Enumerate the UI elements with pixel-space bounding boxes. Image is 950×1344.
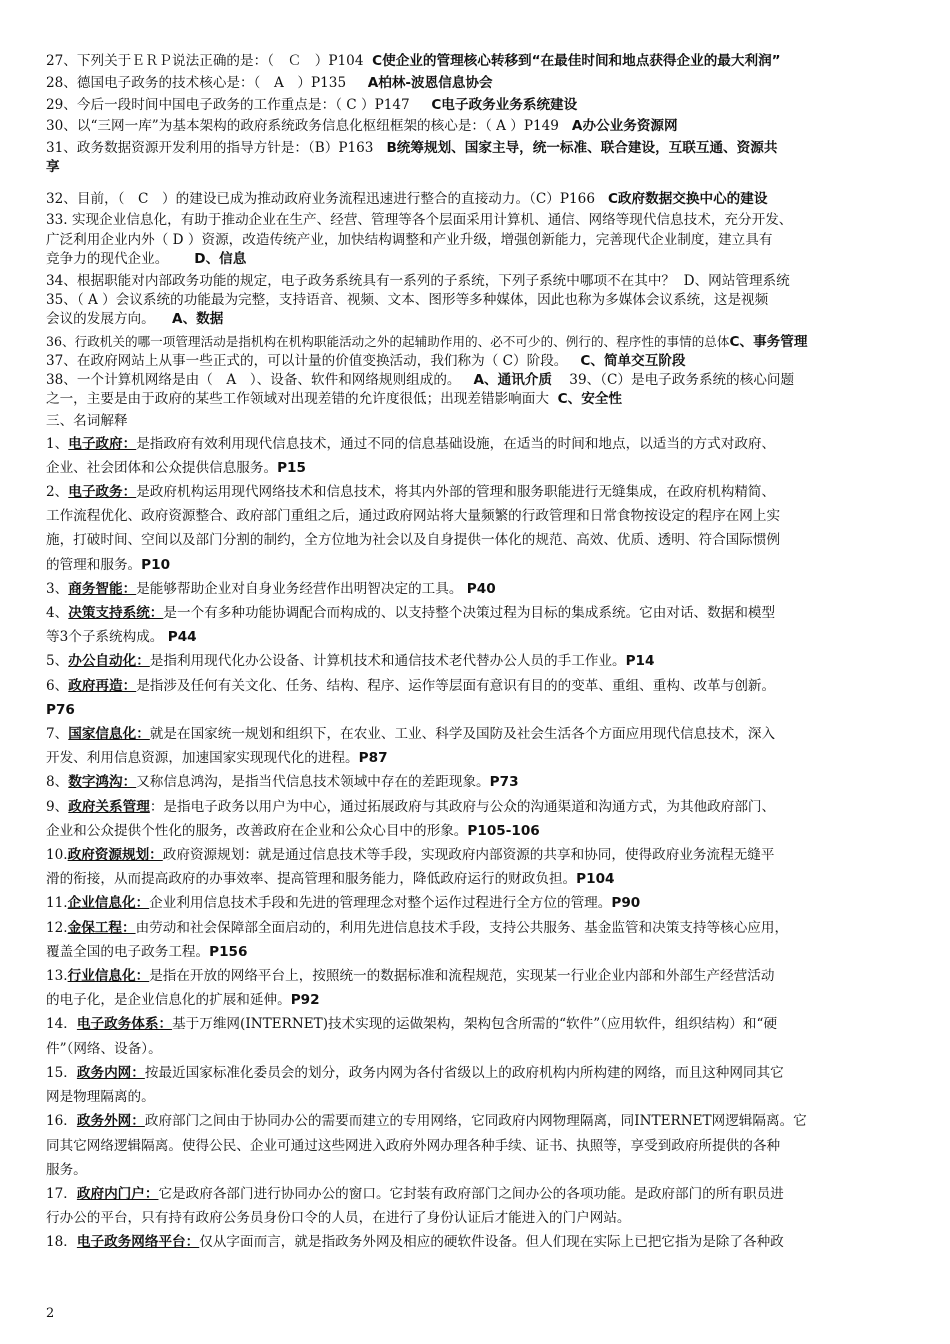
term-entry [46, 843, 914, 867]
term-entry-cont [46, 940, 914, 964]
term-definition: 它是政府各部门进行协同办公的窗口。它封装有政府部门之间办公的各项功能。是政府部门的所有职员进 [158, 1185, 784, 1202]
term-name: 政府资源规划： [67, 847, 163, 864]
term-definition: 工作流程优化、政府资源整合、政府部门重组之后，通过政府网站将大量频繁的行政管理和日常食物按设定的程序在网上实 [46, 508, 781, 525]
page-reference: P10 [141, 556, 171, 573]
term-definition: 的管理和服务。 [46, 556, 142, 573]
term-name: 国家信息化： [68, 726, 150, 743]
term-entry [46, 1182, 914, 1206]
term-definition: 又称信息鸿沟，是指当代信息技术领域中存在的差距现象。 [136, 774, 490, 791]
term-name: 电子政务网络平台： [76, 1234, 200, 1251]
question-30: 30、以“三网一库”为基本架构的政府系统政务信息化枢纽框架的核心是：（ A ）P149 A办公业务资源网 [46, 118, 678, 135]
question-35-line1: 35、（ A ）会议系统的功能最为完整，支持语音、视频、文本、图形等多种媒体，因此也称为多媒体会议系统，这是视频 [46, 291, 769, 308]
term-entry-cont [46, 528, 914, 552]
term-number: 5、 [46, 653, 69, 670]
term-name: 政府内门户： [76, 1185, 159, 1202]
question-31-cont: 享 [46, 159, 60, 176]
page-reference: P156 [209, 943, 248, 960]
term-entry [46, 1109, 914, 1133]
term-definition: 覆盖全国的电子政务工程。 [46, 943, 210, 960]
term-definition: 由劳动和社会保障部全面启动的，利用先进信息技术手段，支持公共服务、基金监管和决策支持等核心应用， [135, 919, 789, 936]
question-33-line1: 33. 实现企业信息化，有助于推动企业在生产、经营、管理等各个层面采用计算机、通信、网络等现代信息技术，充分开发、 [46, 212, 793, 229]
term-entry-cont [46, 1134, 914, 1158]
term-definition: 是指涉及任何有关文化、任务、结构、程序、运作等层面有意识有目的的变革、重组、重构、改革与创新。 [136, 677, 776, 694]
term-definition: 基于万维网(INTERNET)技术实现的运做架构，架构包含所需的“软件”（应用软件，组织结构）和“硬 [172, 1016, 778, 1033]
document-page [46, 52, 914, 1255]
term-definition: 同其它网络逻辑隔离。使得公民、企业可通过这些网进入政府外网办理各种手续、证书、执照等，享受到政府所提供的各种 [46, 1137, 781, 1154]
term-definition: 是能够帮助企业对自身业务经营作出明智决定的工具。 [136, 580, 467, 597]
term-name: 政务外网： [76, 1113, 145, 1130]
term-entry [46, 1061, 914, 1085]
term-entry-cont [46, 746, 914, 770]
term-definition: 是指利用现代化办公设备、计算机技术和通信技术老代替办公人员的手工作业。 [149, 653, 626, 670]
term-number: 3、 [46, 580, 69, 597]
term-entry [46, 770, 914, 794]
term-definition: 就是在国家统一规划和组织下，在农业、工业、科学及国防及社会生活各个方面应用现代信息技术，深入 [149, 726, 776, 743]
term-entry-cont [46, 504, 914, 528]
page-reference: P104 [576, 871, 615, 888]
terms-list [46, 432, 914, 1255]
term-number: 1、 [46, 435, 69, 452]
page-reference: P87 [358, 750, 388, 767]
page-number: 2 [46, 1306, 55, 1321]
term-definition: 是指政府有效利用现代信息技术，通过不同的信息基础设施，在适当的时间和地点，以适当的方式对政府、 [136, 435, 776, 452]
question-29: 29、今后一段时间中国电子政务的工作重点是：（ C ）P147 C电子政务业务系统建设 [46, 96, 578, 113]
term-number: 11. [46, 895, 68, 912]
term-name: 政府关系管理 [68, 798, 150, 815]
term-entry-cont [46, 1037, 914, 1061]
term-number: 17． [46, 1185, 77, 1202]
page-reference: P76 [46, 701, 75, 718]
question-37: 37、在政府网站上从事一些正式的，可以计量的价值变换活动，我们称为（ C）阶段。 C、简单交互阶段 [46, 353, 686, 369]
term-entry [46, 891, 914, 915]
term-entry-cont [46, 625, 914, 649]
term-definition: 是一个有多种功能协调配合而构成的、以支持整个决策过程为目标的集成系统。它由对话、数据和模型 [163, 605, 776, 622]
term-entry [46, 674, 914, 698]
term-definition: 滑的衔接，从而提高政府的办事效率、提高管理和服务能力，降低政府运行的财政负担。 [46, 871, 577, 888]
page-reference: P73 [489, 774, 519, 791]
term-definition: 企业、社会团体和公众提供信息服务。 [46, 459, 278, 476]
term-name: 电子政务体系： [76, 1016, 173, 1033]
term-number: 15． [46, 1064, 77, 1081]
term-entry-cont [46, 456, 914, 480]
question-33-line3: 竞争力的现代企业。 D、信息 [46, 250, 247, 267]
term-entry [46, 1230, 914, 1254]
term-number: 9、 [46, 798, 69, 815]
question-28: 28、德国电子政务的技术核心是：（ A ）P135 A柏林-波恩信息协会 [46, 74, 493, 91]
term-definition: 件”（网络、设备）。 [46, 1040, 162, 1057]
term-entry [46, 964, 914, 988]
term-entry-cont [46, 698, 914, 722]
term-entry [46, 722, 914, 746]
term-definition: 网是物理隔离的。 [46, 1089, 155, 1106]
term-entry [46, 1012, 914, 1036]
page-reference: P40 [466, 580, 496, 597]
page-reference: P44 [167, 629, 197, 646]
term-name: 数字鸿沟： [68, 774, 137, 791]
term-name: 电子政府： [68, 435, 137, 452]
page-reference: P90 [611, 895, 641, 912]
term-entry [46, 649, 914, 673]
term-entry-cont [46, 867, 914, 891]
question-36: 36、行政机关的哪一项管理活动是指机构在机构职能活动之外的起辅助作用的、必不可少的、例行的、程序性的事情的总体C、事务管理 [46, 333, 808, 350]
term-number: 2、 [46, 484, 69, 501]
term-definition: 按最近国家标准化委员会的划分，政务内网为各付省级以上的政府机构内所构建的网络，而且这种网同其它 [144, 1064, 784, 1081]
term-entry-cont [46, 553, 914, 577]
term-entry [46, 795, 914, 819]
term-definition: 开发、利用信息资源，加速国家实现现代化的进程。 [46, 750, 359, 767]
term-name: 行业信息化： [67, 968, 150, 985]
term-number: 13. [46, 968, 68, 985]
term-entry-cont [46, 1206, 914, 1230]
term-definition: 等3个子系统构成。 [46, 629, 168, 646]
term-number: 16． [46, 1113, 77, 1130]
term-number: 4、 [46, 605, 69, 622]
term-definition: 企业利用信息技术手段和先进的管理理念对整个运作过程进行全方位的管理。 [149, 895, 612, 912]
term-entry [46, 480, 914, 504]
term-definition: 仅从字面而言，就是指政务外网及相应的硬软件设备。但人们现在实际上已把它指为是除了各种政 [199, 1234, 784, 1251]
term-definition: 是指在开放的网络平台上，按照统一的数据标准和流程规范，实现某一行业企业内部和外部生产经营活动 [149, 968, 775, 985]
term-definition: 政府部门之间由于协同办公的需要而建立的专用网络，它同政府内网物理隔离，同INTERNET网逻辑隔离。它 [144, 1113, 807, 1130]
term-definition: 行办公的平台，只有持有政府公务员身份口令的人员，在进行了身份认证后才能进入的门户网站。 [46, 1210, 631, 1227]
term-name: 金保工程： [67, 919, 136, 936]
term-number: 10. [46, 847, 68, 864]
term-entry [46, 577, 914, 601]
term-definition: 服务。 [46, 1161, 87, 1178]
term-name: 政务内网： [76, 1064, 145, 1081]
term-number: 14． [46, 1016, 77, 1033]
question-35-line2: 会议的发展方向。 A、数据 [46, 311, 224, 327]
term-name: 办公自动化： [68, 653, 150, 670]
question-34: 34、根据职能对内部政务功能的规定，电子政务系统具有一系列的子系统，下列子系统中哪项不在其中？ D、网站管理系统 [46, 272, 790, 289]
term-number: 12. [46, 919, 68, 936]
term-definition: 是政府机构运用现代网络技术和信息技术，将其内外部的管理和服务职能进行无缝集成，在政府机构精简、 [136, 484, 776, 501]
term-entry-cont [46, 1158, 914, 1182]
term-definition: 政府资源规划：就是通过信息技术等手段，实现政府内部资源的共享和协同，使得政府业务流程无缝平 [162, 847, 775, 864]
term-entry-cont [46, 819, 914, 843]
page-reference: P92 [290, 992, 320, 1009]
term-name: 决策支持系统： [68, 605, 164, 622]
term-definition: 企业和公众提供个性化的服务，改善政府在企业和公众心目中的形象。 [46, 822, 468, 839]
term-number: 18． [46, 1234, 77, 1251]
question-33-line2: 广泛利用企业内外（ D ）资源，改造传统产业，加快结构调整和产业升级，增强创新能力，完善现代企业制度，建立具有 [46, 231, 773, 248]
term-definition: 的电子化，是企业信息化的扩展和延伸。 [46, 992, 291, 1009]
question-38-39: 38、一个计算机网络是由（ A ）、设备、软件和网络规则组成的。 A、通讯介质 39、（C）是电子政务系统的核心问题 [46, 372, 795, 389]
term-entry [46, 432, 914, 456]
term-number: 7、 [46, 726, 69, 743]
page-reference: P15 [277, 459, 306, 476]
question-27: 27、下列关于ＥＲＰ说法正确的是：（ Ｃ ）P104 C使企业的管理核心转移到“在最佳时间和地点获得企业的最大利润” [46, 53, 781, 69]
question-32: 32、目前，（ C ）的建设已成为推动政府业务流程迅速进行整合的直接动力。（C）P166 C政府数据交换中心的建设 [46, 190, 768, 207]
page-reference: P105-106 [467, 822, 540, 839]
term-number: 6、 [46, 677, 69, 694]
question-39-cont: 之一，主要是由于政府的某些工作领域对出现差错的允许度很低；出现差错影响面大 C、安全性 [46, 391, 622, 408]
term-definition: 施，打破时间、空间以及部门分割的制约，全方位地为社会以及自身提供一体化的规范、高效、优质、透明、符合国际惯例 [46, 532, 781, 549]
term-name: 电子政务： [68, 484, 137, 501]
page-reference: P14 [625, 653, 655, 670]
question-31: 31、政务数据资源开发利用的指导方针是：（B）P163 B统筹规划、国家主导，统一标准、联合建设，互联互通、资源共 [46, 140, 778, 157]
term-number: 8、 [46, 774, 69, 791]
term-name: 政府再造： [68, 677, 137, 694]
term-entry [46, 916, 914, 940]
term-definition: ：是指电子政务以用户为中心，通过拓展政府与其政府与公众的沟通渠道和沟通方式，为其他政府部门、 [149, 798, 776, 815]
term-name: 商务智能： [68, 580, 137, 597]
section-title: 三、名词解释 [46, 412, 128, 429]
term-entry-cont [46, 988, 914, 1012]
term-name: 企业信息化： [67, 895, 150, 912]
term-entry [46, 601, 914, 625]
term-entry-cont [46, 1085, 914, 1109]
